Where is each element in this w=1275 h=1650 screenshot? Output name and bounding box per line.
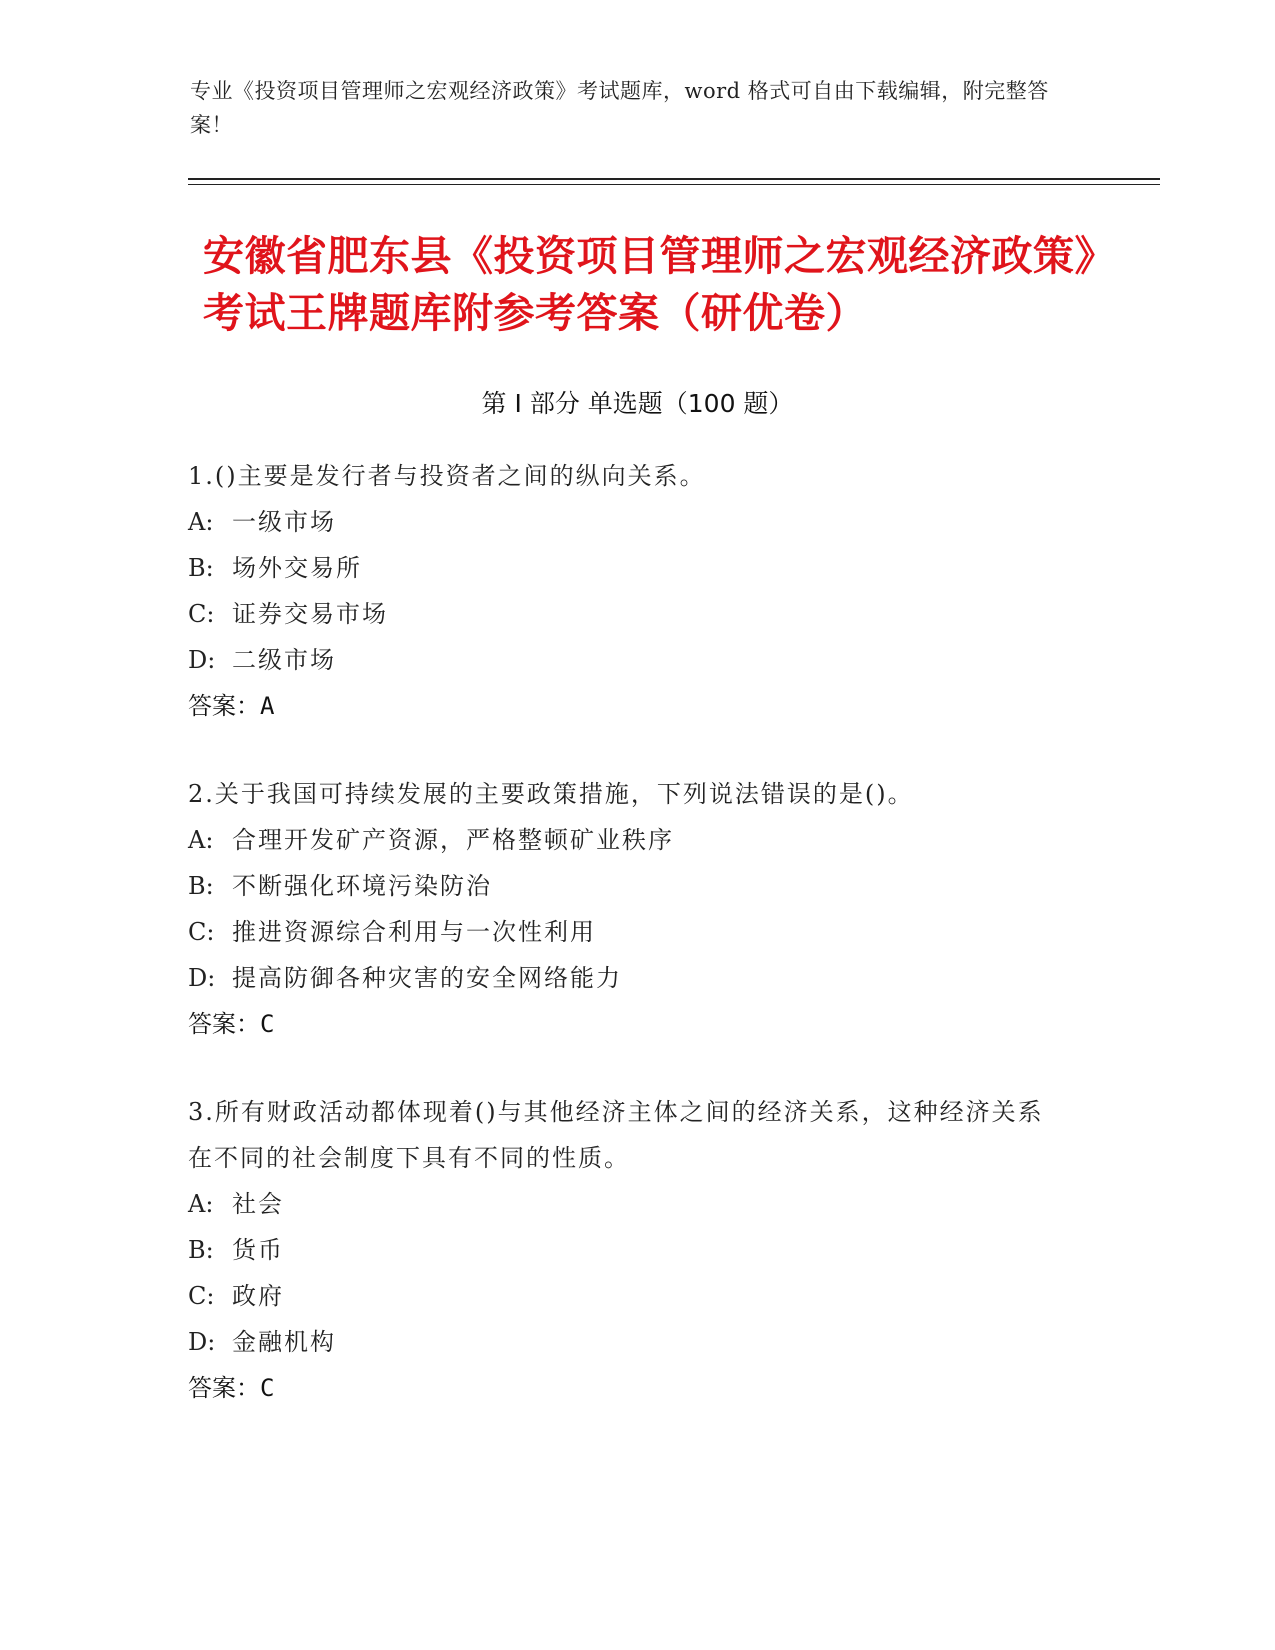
option-key: A:	[188, 508, 214, 536]
option-key: B:	[188, 554, 214, 582]
option-a	[188, 817, 1088, 863]
answer-line	[188, 1365, 1068, 1411]
option-key: D:	[188, 1328, 216, 1356]
option-text: 政府	[232, 1282, 284, 1310]
option-c	[188, 591, 1088, 637]
answer-label: 答案：	[188, 692, 260, 720]
option-text: 一级市场	[232, 508, 336, 536]
option-a	[188, 1181, 1068, 1227]
option-key: D:	[188, 646, 216, 674]
option-key: B:	[188, 872, 214, 900]
answer-line	[188, 683, 1088, 729]
option-text: 提高防御各种灾害的安全网络能力	[232, 964, 622, 992]
header-divider-thin	[188, 184, 1160, 185]
option-text: 不断强化环境污染防治	[232, 872, 492, 900]
question-stem: 3.所有财政活动都体现着()与其他经济主体之间的经济关系，这种经济关系在不同的社会制度下具有不同的性质。	[188, 1098, 1044, 1172]
answer-line	[188, 1001, 1088, 1047]
option-text: 证券交易市场	[232, 600, 388, 628]
option-text: 合理开发矿产资源，严格整顿矿业秩序	[232, 826, 674, 854]
answer-value: C	[260, 1374, 275, 1402]
option-b	[188, 545, 1088, 591]
option-d	[188, 955, 1088, 1001]
option-text: 二级市场	[232, 646, 336, 674]
answer-value: A	[260, 692, 275, 720]
option-key: C:	[188, 1282, 215, 1310]
header-divider-thick	[188, 178, 1160, 180]
option-key: D:	[188, 964, 216, 992]
question-3	[188, 1089, 1068, 1411]
option-b	[188, 863, 1088, 909]
option-a	[188, 499, 1088, 545]
option-key: C:	[188, 918, 215, 946]
document-title: 安徽省肥东县《投资项目管理师之宏观经济政策》考试王牌题库附参考答案（研优卷）	[203, 232, 1096, 337]
answer-label: 答案：	[188, 1374, 260, 1402]
option-key: B:	[188, 1236, 214, 1264]
question-1	[188, 453, 1088, 729]
answer-value: C	[260, 1010, 275, 1038]
answer-label: 答案：	[188, 1010, 260, 1038]
option-b	[188, 1227, 1068, 1273]
option-d	[188, 1319, 1068, 1365]
question-stem: 2.关于我国可持续发展的主要政策措施，下列说法错误的是()。	[188, 780, 914, 808]
option-text: 金融机构	[232, 1328, 336, 1356]
header-note: 专业《投资项目管理师之宏观经济政策》考试题库，word 格式可自由下载编辑，附完整答案！	[190, 79, 1049, 137]
option-c	[188, 1273, 1068, 1319]
option-key: A:	[188, 826, 214, 854]
option-text: 场外交易所	[232, 554, 362, 582]
option-key: C:	[188, 600, 215, 628]
option-text: 货币	[232, 1236, 284, 1264]
option-text: 社会	[232, 1190, 284, 1218]
option-c	[188, 909, 1088, 955]
option-text: 推进资源综合利用与一次性利用	[232, 918, 596, 946]
section-heading: 第 I 部分 单选题（100 题）	[481, 389, 794, 418]
option-d	[188, 637, 1088, 683]
question-2	[188, 771, 1088, 1047]
option-key: A:	[188, 1190, 214, 1218]
question-stem: 1.()主要是发行者与投资者之间的纵向关系。	[188, 462, 706, 490]
